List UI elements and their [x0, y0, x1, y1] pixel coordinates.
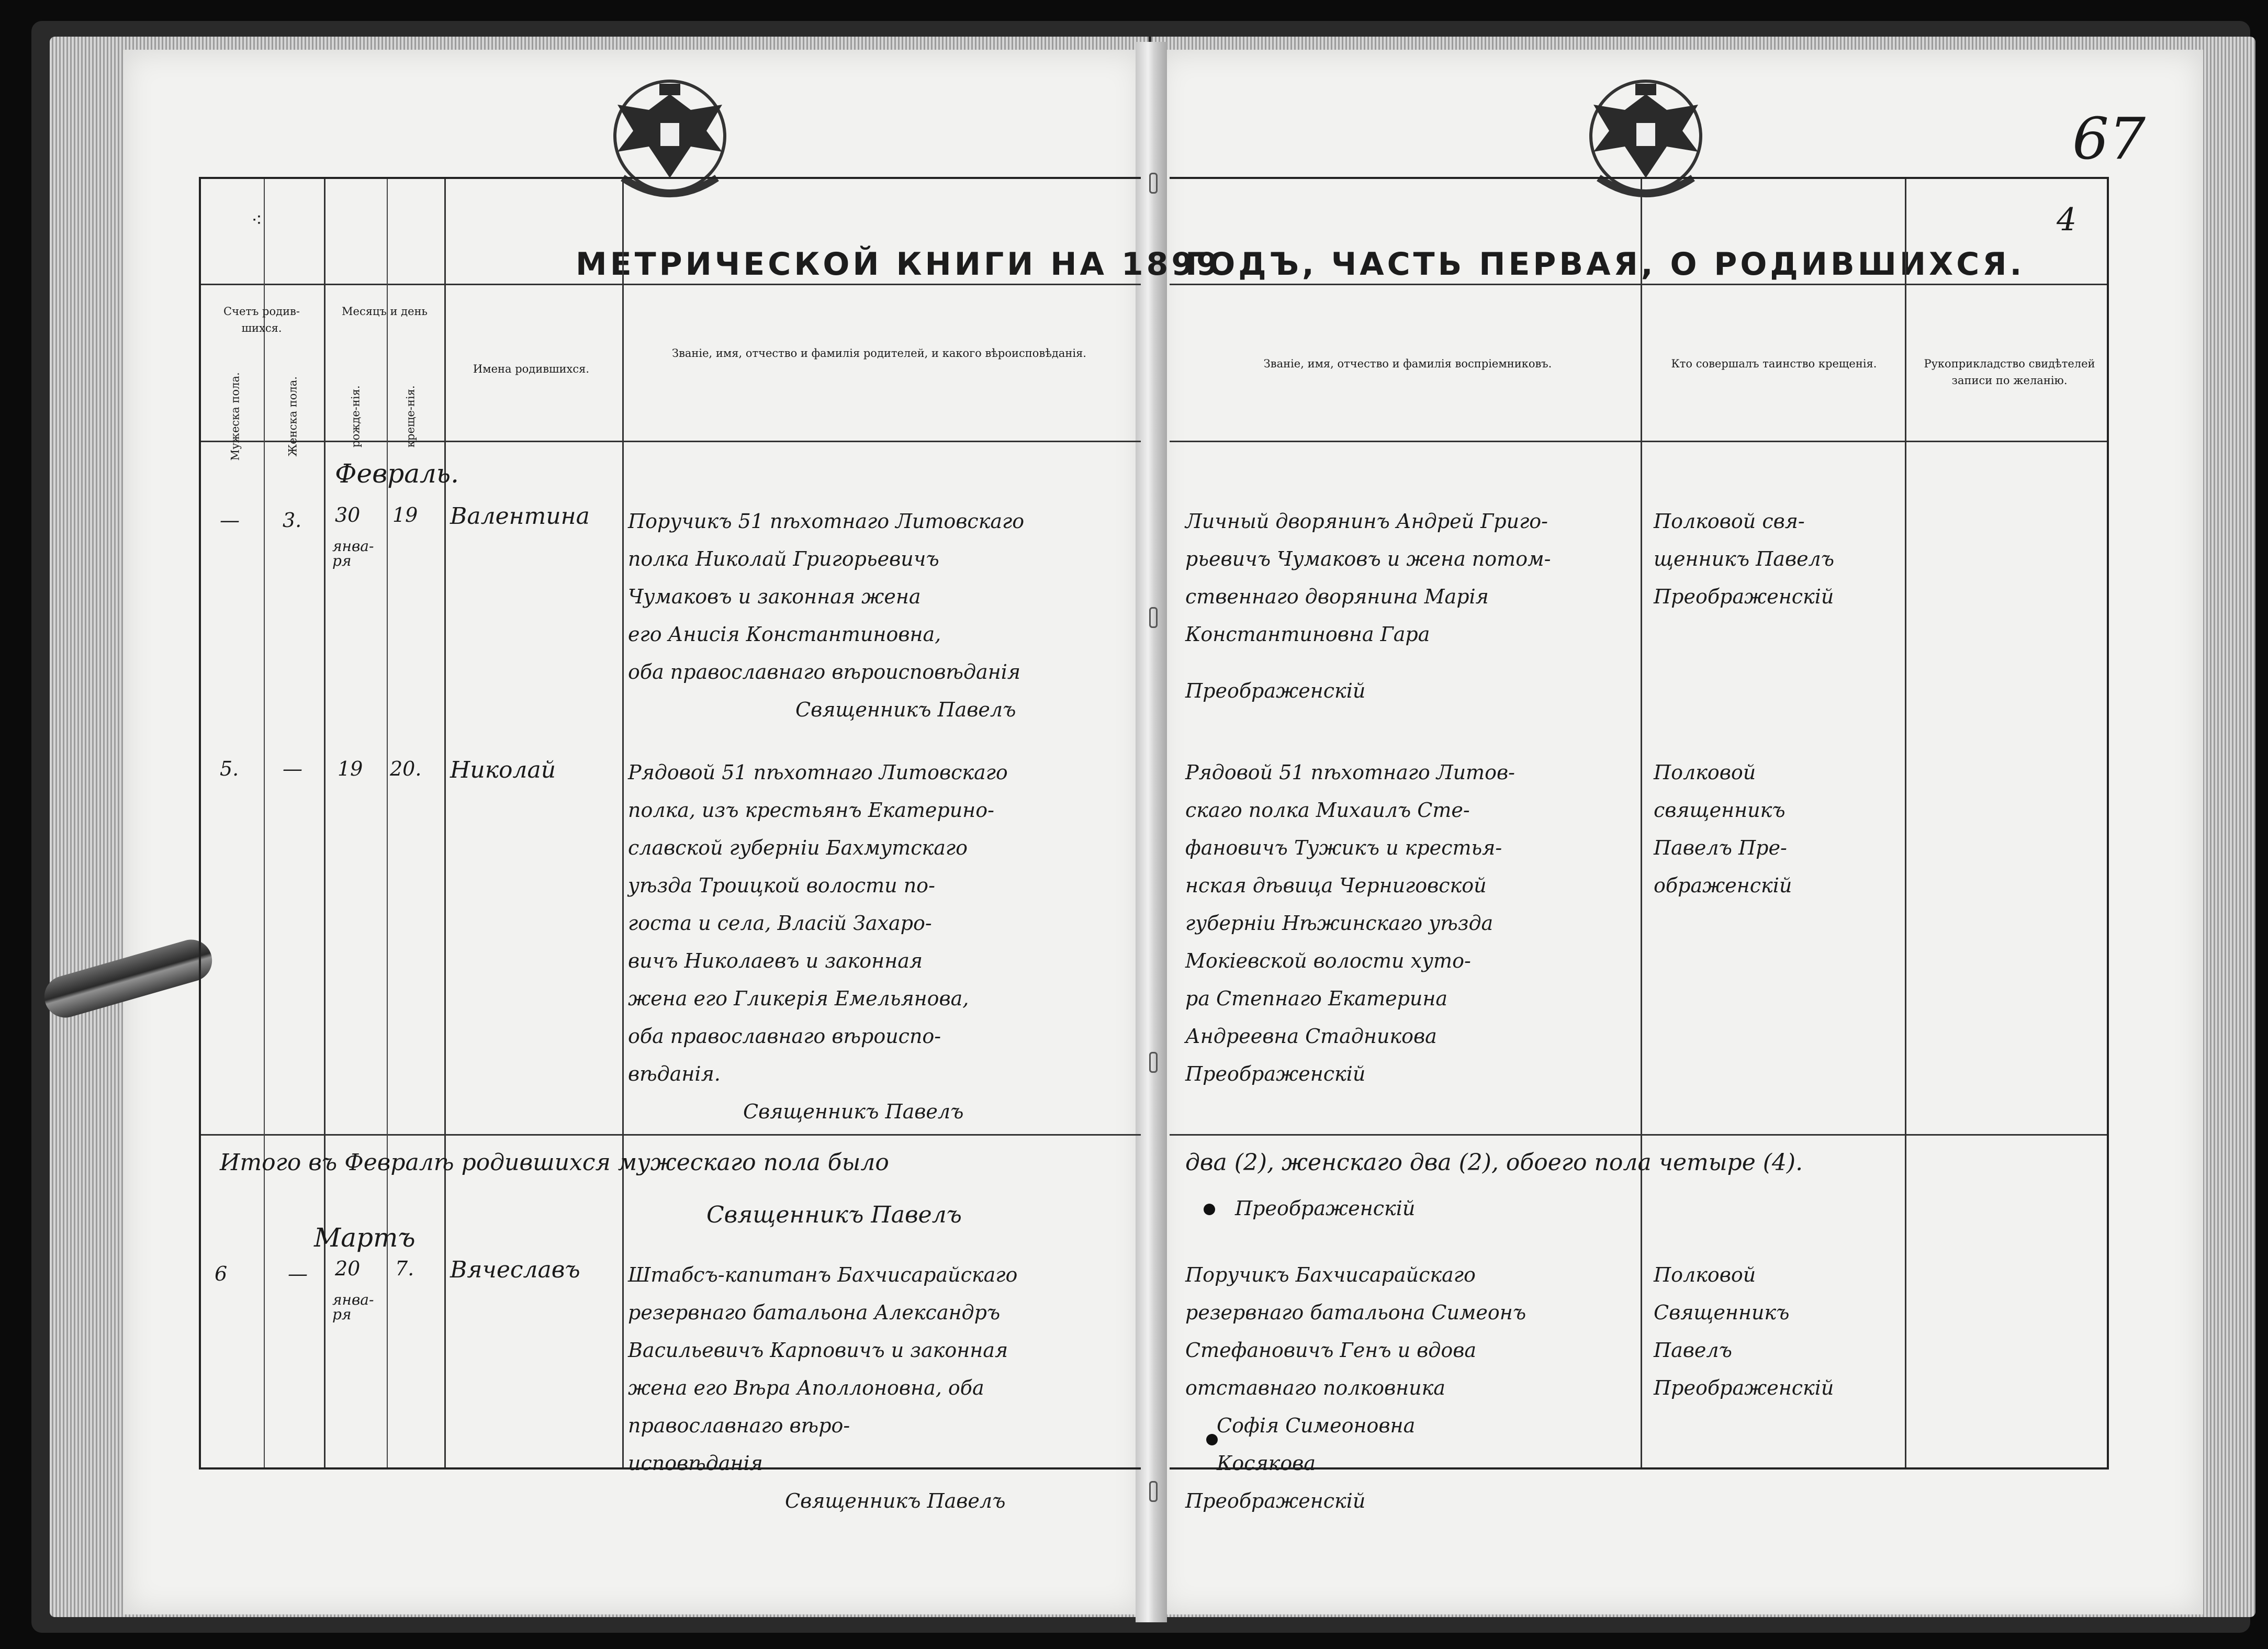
record-male-count: 5. — [220, 757, 239, 780]
header-godparents: Званіе, имя, отчество и фамилія воспріемниковъ. — [1263, 357, 1552, 370]
record-line: Священникъ Павелъ — [785, 1489, 1006, 1512]
record-line: Константиновна Гара — [1185, 623, 1430, 646]
record-line: Чумаковъ и законная жена — [628, 585, 921, 608]
record-female-count: — — [288, 1262, 308, 1285]
totals-signature-left: Священникъ Павелъ — [706, 1202, 962, 1228]
record-birth-note: янва-ря — [332, 1291, 374, 1323]
record-line: ображенскій — [1654, 874, 1792, 897]
record-performed — [1654, 1256, 1905, 1407]
record-line: госта и села, Власій Захаро- — [628, 912, 932, 935]
record-line: губерніи Нѣжинскаго уѣзда — [1185, 912, 1494, 935]
record-baptism-day: 19 — [392, 503, 418, 526]
record-line: уѣзда Троицкой волости по- — [628, 874, 935, 897]
record-female-count: — — [283, 757, 302, 780]
record-line: Поручикъ Бахчисарайскаго — [1185, 1263, 1476, 1286]
ink-blot — [1204, 1204, 1215, 1215]
record-godparents — [1185, 754, 1646, 1093]
record-line: священникъ — [1654, 799, 1786, 822]
record-line: Преображенскій — [1185, 1489, 1366, 1512]
totals-text-left: Итого въ Февралѣ родившихся мужескаго пола было — [220, 1149, 889, 1176]
record-male-count: — — [220, 509, 240, 532]
record-line: Рядовой 51 пѣхотнаго Литовскаго — [628, 761, 1008, 784]
record-line: Андреевна Стадникова — [1185, 1025, 1437, 1048]
header-count: Счетъ родив-шихся. — [223, 305, 300, 334]
record-baptism-day: 20. — [390, 757, 422, 780]
header-parents: Званіе, имя, отчество и фамилія родителей, и какого вѣроисповѣданія. — [671, 347, 1086, 360]
record-line: Личный дворянинъ Андрей Григо- — [1185, 510, 1548, 533]
record-performed — [1654, 502, 1905, 615]
header-month-day: Месяцъ и день — [342, 305, 428, 318]
stitch-mark — [1149, 1052, 1158, 1073]
month-label: Февраль. — [335, 458, 459, 489]
sheet-number: 4 — [2057, 201, 2077, 238]
record-line: рьевичъ Чумаковъ и жена потом- — [1185, 547, 1551, 570]
record-line: Рядовой 51 пѣхотнаго Литов- — [1185, 761, 1515, 784]
record-line: полка, изъ крестьянъ Екатерино- — [628, 799, 994, 822]
record-line: Полковой — [1654, 761, 1756, 784]
record-line: вичъ Николаевъ и законная — [628, 949, 923, 972]
record-line: исповѣданія — [628, 1452, 763, 1475]
ink-blot — [1206, 1434, 1218, 1445]
corner-mark: ⁖ — [251, 210, 263, 231]
record-line: скаго полка Михаилъ Сте- — [1185, 799, 1470, 822]
header-female: Женска пола. — [286, 376, 299, 457]
page-title-left: МЕТРИЧЕСКОЙ КНИГИ НА 1899 — [576, 246, 1221, 283]
stitch-mark — [1149, 173, 1158, 194]
record-line: Штабсъ-капитанъ Бахчисарайскаго — [628, 1263, 1018, 1286]
record-line: Преображенскій — [1185, 679, 1366, 702]
record-line: Мокіевской волости хуто- — [1185, 949, 1471, 972]
record-line: вѣданія. — [628, 1062, 721, 1085]
record-line: щенникъ Павелъ — [1654, 547, 1835, 570]
header-signatures: Рукоприкладство свидѣтелей записи по желанію. — [1924, 357, 2095, 387]
record-line: его Анисія Константиновна, — [628, 623, 941, 646]
record-line: оба православнаго вѣроисповѣданія — [628, 660, 1021, 683]
record-line: Поручикъ 51 пѣхотнаго Литовскаго — [628, 510, 1025, 533]
record-child-name: Валентина — [450, 503, 590, 530]
totals-text-right: два (2), женскаго два (2), обоего пола четыре (4). — [1185, 1149, 1803, 1176]
page-number: 67 — [2072, 105, 2146, 172]
record-line: Преображенскій — [1185, 1062, 1366, 1085]
stitch-mark — [1149, 1481, 1158, 1502]
record-line: жена его Вѣра Аполлоновна, оба — [628, 1376, 984, 1399]
record-line: Преображенскій — [1654, 1376, 1834, 1399]
record-male-count: 6 — [215, 1262, 228, 1285]
record-child-name: Николай — [450, 757, 556, 783]
record-line: Стефановичъ Генъ и вдова — [1185, 1339, 1477, 1362]
record-line: отставнаго полковника — [1185, 1376, 1445, 1399]
record-line: Софія Симеоновна — [1217, 1414, 1416, 1437]
record-birth-note: янва-ря — [332, 537, 374, 569]
record-line: Косякова — [1217, 1452, 1316, 1475]
record-parents — [628, 1256, 1136, 1520]
record-line: Павелъ — [1654, 1339, 1732, 1362]
record-birth-day: 20 — [335, 1257, 361, 1280]
record-parents — [628, 502, 1136, 728]
record-performed — [1654, 754, 1905, 904]
record-line: ра Степнаго Екатерина — [1185, 987, 1448, 1010]
record-line: нская дѣвица Черниговской — [1185, 874, 1487, 897]
record-line: оба православнаго вѣроиспо- — [628, 1025, 941, 1048]
record-line: Полковой свя- — [1654, 510, 1805, 533]
record-line: фановичъ Тужикъ и крестья- — [1185, 836, 1502, 859]
header-birth: рожде-нія. — [349, 385, 362, 447]
record-baptism-day: 7. — [395, 1257, 414, 1280]
stitch-mark — [1149, 607, 1158, 628]
record-line: славской губерніи Бахмутскаго — [628, 836, 968, 859]
record-line: Преображенскій — [1654, 585, 1834, 608]
header-names: Имена родившихся. — [473, 363, 590, 375]
record-godparents — [1185, 502, 1646, 710]
record-line: полка Николай Григорьевичъ — [628, 547, 939, 570]
record-birth-day: 30 — [335, 503, 361, 526]
record-child-name: Вячеславъ — [450, 1257, 580, 1283]
record-birth-day: 19 — [338, 757, 363, 780]
month-label: Мартъ — [314, 1222, 416, 1253]
header-performed: Кто совершалъ таинство крещенія. — [1671, 357, 1877, 370]
record-line: Васильевичъ Карповичъ и законная — [628, 1339, 1008, 1362]
record-line: Священникъ Павелъ — [743, 1100, 964, 1123]
record-line: православнаго вѣро- — [628, 1414, 850, 1437]
record-parents — [628, 754, 1136, 1130]
record-line: Павелъ Пре- — [1654, 836, 1787, 859]
record-line: жена его Гликерія Емельянова, — [628, 987, 969, 1010]
record-line: резервнаго батальона Симеонъ — [1185, 1301, 1526, 1324]
record-line: Полковой — [1654, 1263, 1756, 1286]
totals-signature-right: Преображенскій — [1235, 1197, 1416, 1220]
page-title-right: ГОДЪ, ЧАСТЬ ПЕРВАЯ, О РОДИВШИХСЯ. — [1185, 246, 2025, 283]
header-baptism: креще-нія. — [404, 385, 417, 448]
record-line: Священникъ — [1654, 1301, 1790, 1324]
record-line: резервнаго батальона Александръ — [628, 1301, 1001, 1324]
record-female-count: 3. — [283, 509, 302, 532]
header-male: Мужеска пола. — [229, 372, 242, 461]
record-line: Священникъ Павелъ — [795, 698, 1016, 721]
record-godparents — [1185, 1256, 1646, 1520]
record-line: ственнаго дворянина Марія — [1185, 585, 1489, 608]
